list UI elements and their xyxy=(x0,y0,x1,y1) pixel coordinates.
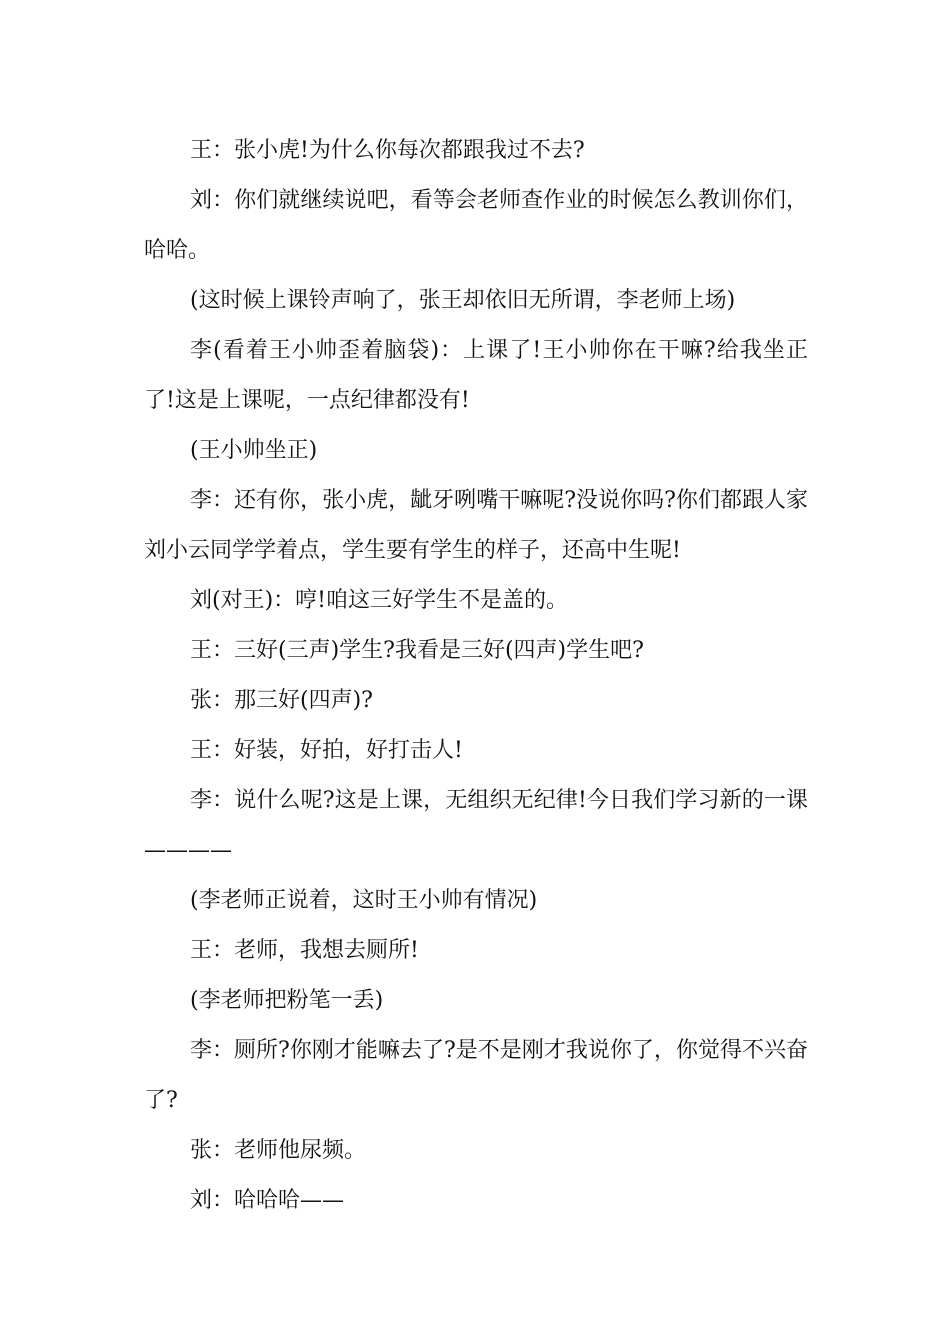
dialogue-line: 刘(对王)：哼!咱这三好学生不是盖的。 xyxy=(190,588,569,613)
stage-direction: (王小帅坐正) xyxy=(190,438,318,463)
dialogue-line: 李：说什么呢?这是上课，无组织无纪律!今日我们学习新的一课———— xyxy=(144,788,808,863)
dialogue-line: 刘：哈哈哈—— xyxy=(190,1188,345,1213)
dialogue-line: 王：三好(三声)学生?我看是三好(四声)学生吧? xyxy=(190,638,644,663)
dialogue-line: 王：张小虎!为什么你每次都跟我过不去? xyxy=(190,138,585,163)
dialogue-line: 李(看着王小帅歪着脑袋)：上课了!王小帅你在干嘛?给我坐正了!这是上课呢，一点纪律都没有! xyxy=(144,338,808,413)
dialogue-line: 王：好装，好拍，好打击人! xyxy=(190,738,463,763)
dialogue-line: 王：老师，我想去厕所! xyxy=(190,938,419,963)
stage-direction: (李老师把粉笔一丢) xyxy=(190,988,384,1013)
dialogue-line: 张：那三好(四声)? xyxy=(190,688,373,713)
dialogue-line: 李：还有你，张小虎，龇牙咧嘴干嘛呢?没说你吗?你们都跟人家刘小云同学学着点，学生要有学生的样子，还高中生呢! xyxy=(144,488,808,563)
dialogue-line: 刘：你们就继续说吧，看等会老师查作业的时候怎么教训你们，哈哈。 xyxy=(144,188,808,263)
dialogue-line: 张：老师他尿频。 xyxy=(190,1138,367,1163)
stage-direction: (李老师正说着，这时王小帅有情况) xyxy=(190,888,538,913)
stage-direction: (这时候上课铃声响了，张王却依旧无所谓，李老师上场) xyxy=(190,288,736,313)
dialogue-line: 李：厕所?你刚才能嘛去了?是不是刚才我说你了，你觉得不兴奋了? xyxy=(144,1038,808,1113)
script-body xyxy=(144,126,808,1226)
